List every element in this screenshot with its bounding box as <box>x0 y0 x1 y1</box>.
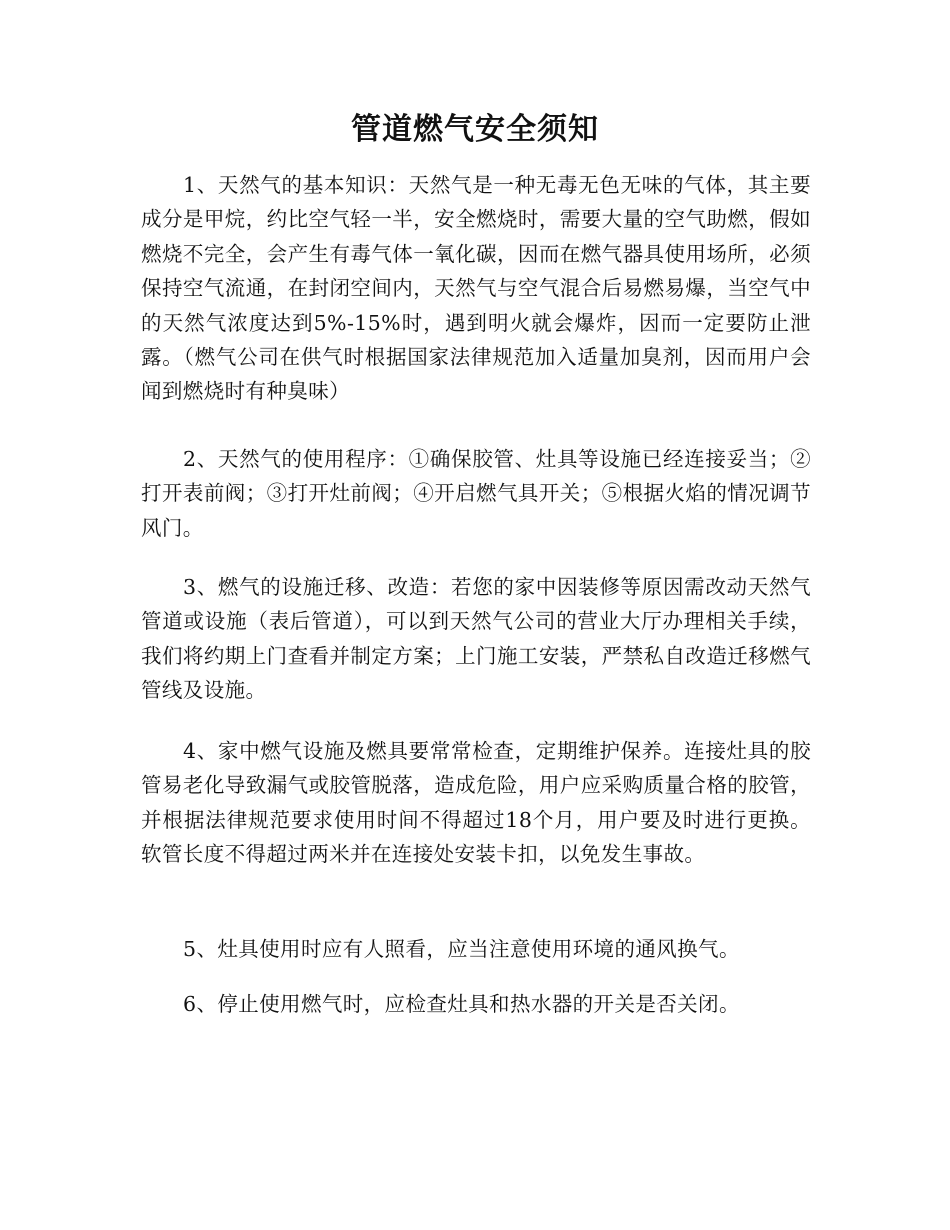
paragraph-usage-procedure: 2、天然气的使用程序：①确保胶管、灶具等设施已经连接妥当；②打开表前阀；③打开灶前阀；④开启燃气具开关；⑤根据火焰的情况调节风门。 <box>141 447 811 540</box>
paragraph-supervision: 5、灶具使用时应有人照看，应当注意使用环境的通风换气。 <box>183 937 740 961</box>
document-title: 管道燃气安全须知 <box>351 112 599 147</box>
paragraph-basic-knowledge: 1、天然气的基本知识：天然气是一种无毒无色无味的气体，其主要成分是甲烷，约比空气轻一半，安全燃烧时，需要大量的空气助燃，假如燃烧不完全，会产生有毒气体一氧化碳，因而在燃气器具使用场所，必须保持空气流通，在封闭空间内，天然气与空气混合后易燃易爆，当空气中的天然气浓度达到5%-15%时，遇到明火就会爆炸，因而一定要防止泄露。（燃气公司在供气时根据国家法律规范加入适量加臭剂，因而用户会闻到燃烧时有种臭味） <box>141 173 811 404</box>
paragraph-relocation: 3、燃气的设施迁移、改造：若您的家中因装修等原因需改动天然气管道或设施（表后管道），可以到天然气公司的营业大厅办理相关手续，我们将约期上门查看并制定方案；上门施工安装，严禁私自改造迁移燃气管线及设施。 <box>141 575 811 703</box>
paragraph-maintenance: 4、家中燃气设施及燃具要常常检查，定期维护保养。连接灶具的胶管易老化导致漏气或胶管脱落，造成危险，用户应采购质量合格的胶管，并根据法律规范要求使用时间不得超过18个月，用户要及时进行更换。软管长度不得超过两米并在连接处安装卡扣，以免发生事故。 <box>141 739 811 867</box>
paragraph-shutoff: 6、停止使用燃气时，应检查灶具和热水器的开关是否关闭。 <box>183 992 740 1016</box>
